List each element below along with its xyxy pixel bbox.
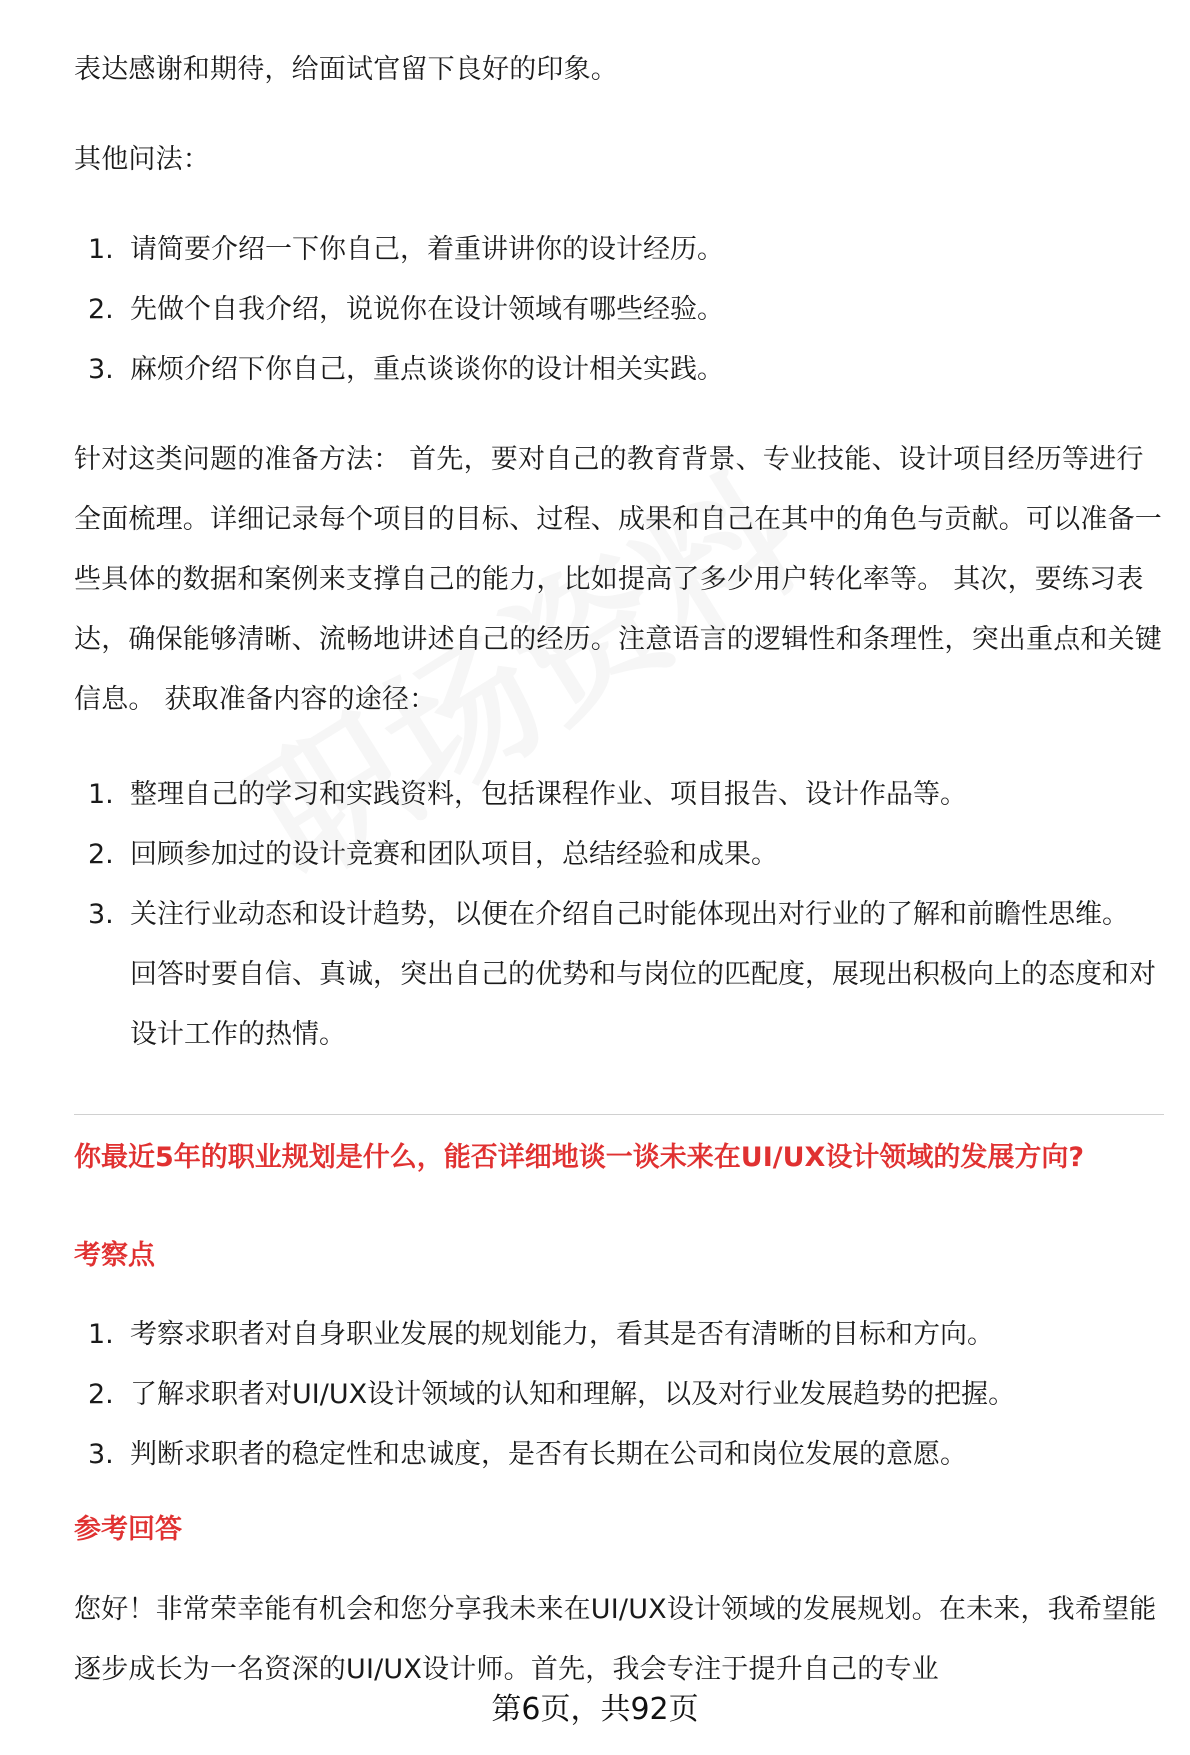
list-item: 3. 关注行业动态和设计趋势，以便在介绍自己时能体现出对行业的了解和前瞻性思维。 回答时要自信、真诚，突出自己的优势和与岗位的匹配度，展现出积极向上的态度和对设计工作的热情。: [88, 899, 1156, 1050]
list-item: 3. 判断求职者的稳定性和忠诚度，是否有长期在公司和岗位发展的意愿。: [88, 1439, 967, 1470]
section-divider: [74, 1114, 1164, 1115]
answer-heading: 参考回答: [74, 1514, 182, 1545]
list-item: 2. 回顾参加过的设计竞赛和团队项目，总结经验和成果。: [88, 839, 778, 870]
list-item: 2. 了解求职者对UI/UX设计领域的认知和理解，以及对行业发展趋势的把握。: [88, 1379, 1016, 1410]
page-number: 第6页，共92页: [491, 1692, 699, 1727]
list-item: 3. 麻烦介绍下你自己，重点谈谈你的设计相关实践。: [88, 354, 724, 385]
other-ways-label: 其他问法：: [74, 144, 210, 175]
list-item: 1. 整理自己的学习和实践资料，包括课程作业、项目报告、设计作品等。: [88, 779, 967, 810]
question-title: 你最近5年的职业规划是什么，能否详细地谈一谈未来在UI/UX设计领域的发展方向?: [74, 1142, 1085, 1173]
focus-list: [74, 1305, 1164, 1485]
document-page: [74, 0, 1164, 1755]
other-ways-list: [74, 220, 1164, 400]
intro-line: 表达感谢和期待，给面试官留下良好的印象。: [74, 54, 618, 85]
prep-list: [74, 765, 1164, 1065]
list-item: 1. 请简要介绍一下你自己，着重讲讲你的设计经历。: [88, 234, 724, 265]
focus-heading: 考察点: [74, 1240, 155, 1271]
list-item: 1. 考察求职者对自身职业发展的规划能力，看其是否有清晰的目标和方向。: [88, 1319, 994, 1350]
answer-text: 您好！非常荣幸能有机会和您分享我未来在UI/UX设计领域的发展规划。在未来，我希望能逐步成长为一名资深的UI/UX设计师。首先，我会专注于提升自己的专业: [74, 1594, 1157, 1685]
list-item: 2. 先做个自我介绍，说说你在设计领域有哪些经验。: [88, 294, 724, 325]
prep-paragraph: 针对这类问题的准备方法： 首先，要对自己的教育背景、专业技能、设计项目经历等进行全面梳理。详细记录每个项目的目标、过程、成果和自己在其中的角色与贡献。可以准备一些具体的数据和案例来支撑自己的能力，比如提高了多少用户转化率等。 其次，要练习表达，确保能够清晰、流畅地讲述自己的经历。注意语言的逻辑性和条理性，突出重点和关键信息。 获取准备内容的途径：: [74, 444, 1162, 715]
